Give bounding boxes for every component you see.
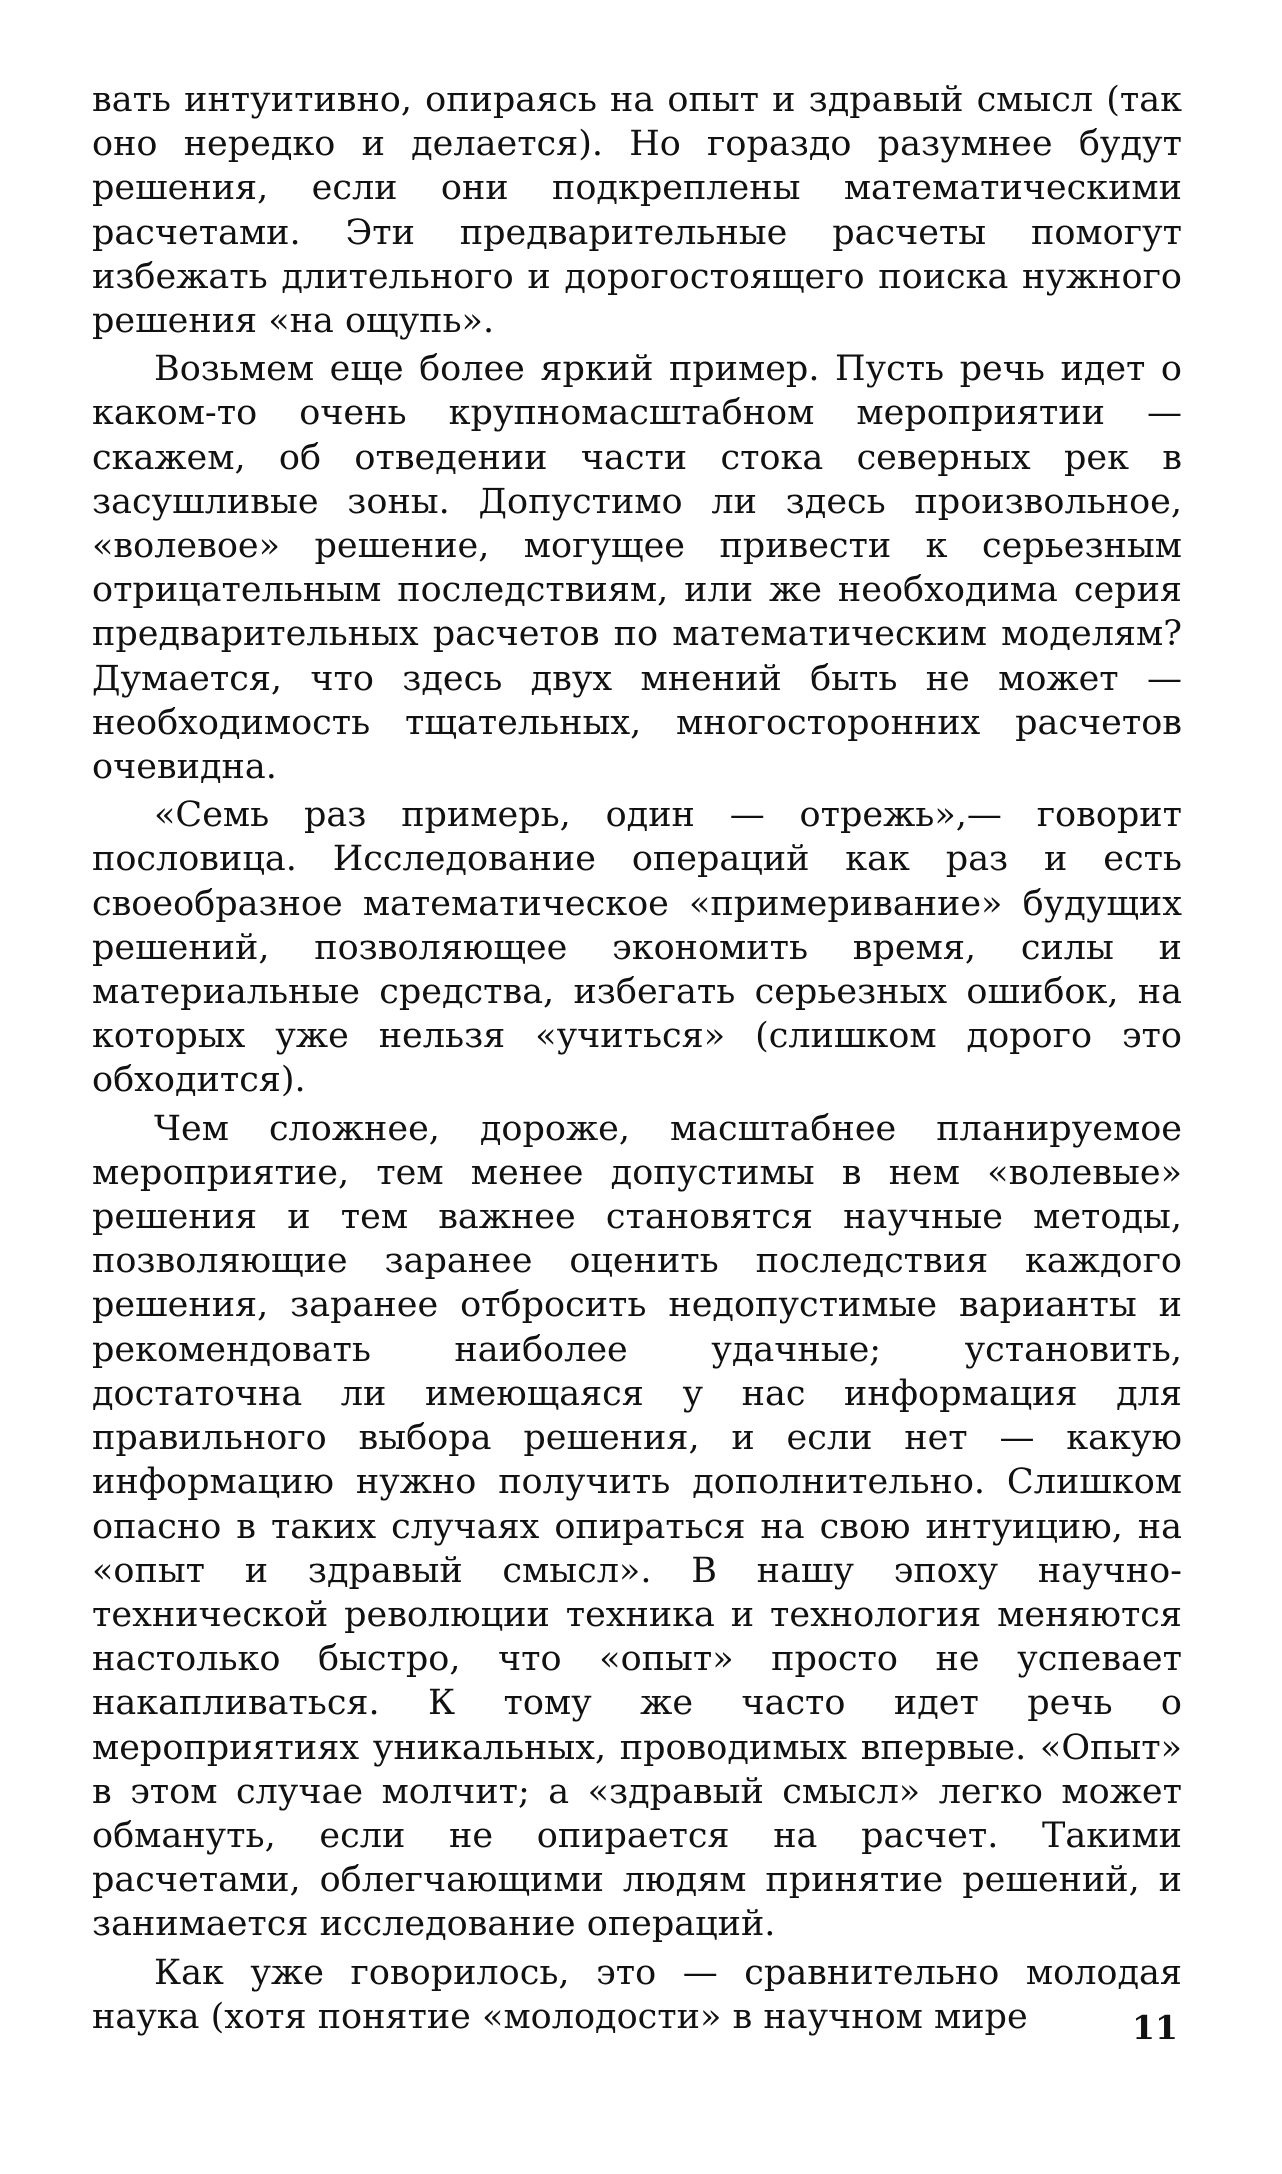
- body-text: [92, 78, 1182, 2043]
- paragraph: Как уже говорилось, это — сравнительно молодая наука (хотя понятие «молодости» в научном мире: [92, 1952, 1182, 2037]
- paragraph-continued: вать интуитивно, опираясь на опыт и здравый смысл (так оно нередко и делается). Но гораздо разумнее будут решения, если они подкреплены математическими расчетами. Эти предварительные расчеты помогут избежать длительного и дорогостоящего поиска нужного решения «на ощупь».: [92, 80, 1182, 342]
- paragraph: «Семь раз примерь, один — отрежь»,— говорит пословица. Исследование операций как раз и есть своеобразное математическое «примеривание» будущих решений, позволяющее экономить время, силы и материальные средства, избегать серьезных ошибок, на которых уже нельзя «учиться» (слишком дорого это обходится).: [92, 795, 1182, 1101]
- paragraph: Чем сложнее, дороже, масштабнее планируемое мероприятие, тем менее допустимы в нем «волевые» решения и тем важнее становятся научные методы, позволяющие заранее оценить последствия каждого решения, заранее отбросить недопустимые варианты и рекомендовать наиболее удачные; установить, достаточна ли имеющаяся у нас информация для правильного выбора решения, и если нет — какую информацию нужно получить дополнительно. Слишком опасно в таких случаях опираться на свою интуицию, на «опыт и здравый смысл». В нашу эпоху научно-технической революции техника и технология меняются настолько быстро, что «опыт» просто не успевает накапливаться. К тому же часто идет речь о мероприятиях уникальных, проводимых впервые. «Опыт» в этом случае молчит; а «здравый смысл» легко может обмануть, если не опирается на расчет. Такими расчетами, облегчающими людям принятие решений, и занимается исследование операций.: [92, 1108, 1182, 1945]
- page-number: 11: [1132, 2008, 1178, 2047]
- paragraph: Возьмем еще более яркий пример. Пусть речь идет о каком-то очень крупномасштабном мероприятии — скажем, об отведении части стока северных рек в засушливые зоны. Допустимо ли здесь произвольное, «волевое» решение, могущее привести к серьезным отрицательным последствиям, или же необходима серия предварительных расчетов по математическим моделям? Думается, что здесь двух мнений быть не может — необходимость тщательных, многосторонних расчетов очевидна.: [92, 349, 1182, 788]
